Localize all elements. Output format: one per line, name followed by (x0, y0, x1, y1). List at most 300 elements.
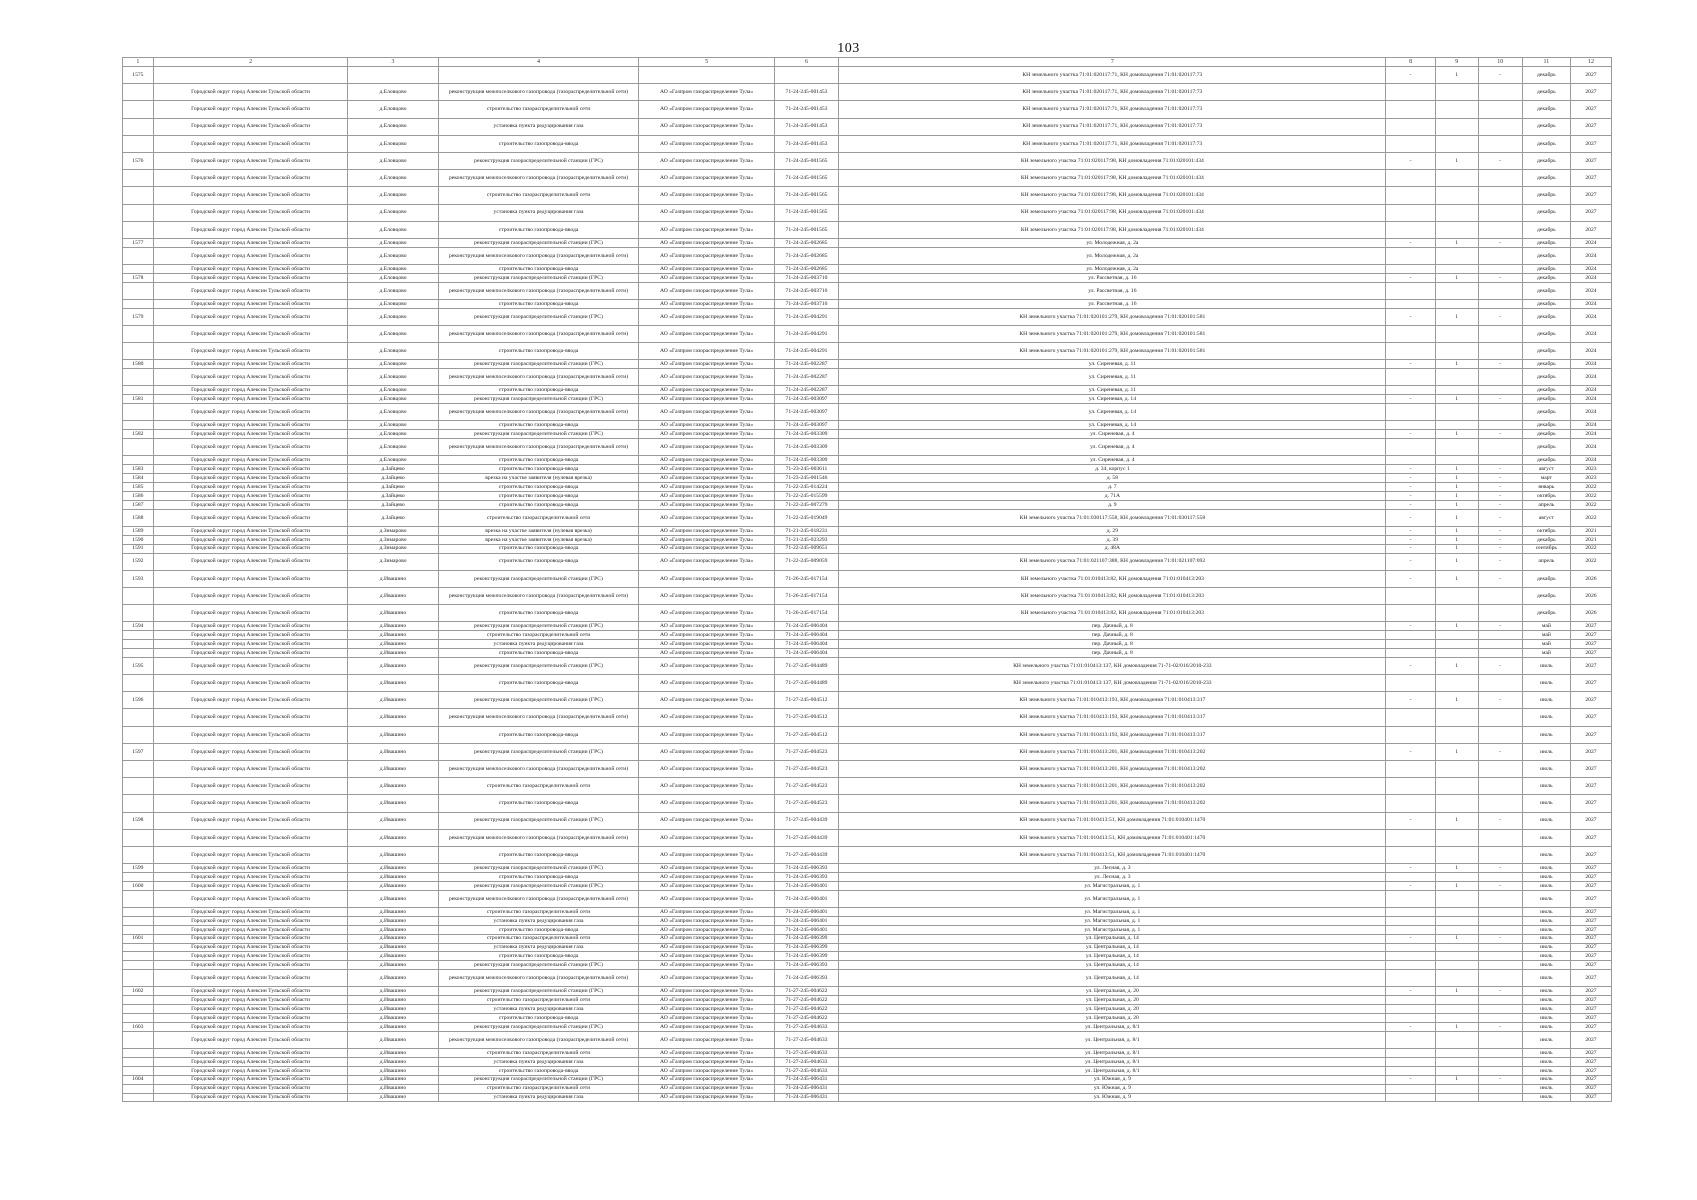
municipality-cell: Городской округ город Алексин Тульской области (153, 952, 348, 961)
count-col10-cell (1478, 221, 1522, 238)
municipality-cell: Городской округ город Алексин Тульской области (153, 649, 348, 658)
year-cell: 2027 (1570, 1057, 1611, 1066)
settlement-cell: д.Ивашино (348, 622, 438, 631)
application-id-cell: 71-24-245-004291 (774, 343, 839, 360)
count-col10-cell (1478, 761, 1522, 778)
work-type-cell: строительство газораспределительной сети (438, 778, 639, 795)
settlement-cell: д.Ивашино (348, 881, 438, 890)
count-col9-cell: 1 (1435, 526, 1478, 535)
count-col8-cell: - (1386, 692, 1435, 709)
month-cell: июль (1522, 943, 1570, 952)
table-row (123, 812, 1612, 829)
year-cell: 2027 (1570, 761, 1611, 778)
count-col8-cell (1386, 873, 1435, 882)
count-col9-cell: 1 (1435, 474, 1478, 483)
year-cell: 2027 (1570, 829, 1611, 846)
count-col8-cell (1386, 404, 1435, 421)
count-col10-cell: - (1478, 483, 1522, 492)
operator-cell: АО «Газпром газораспределение Тула» (639, 439, 774, 456)
application-id-cell: 71-24-245-003710 (774, 282, 839, 299)
table-row (123, 67, 1612, 84)
application-id-cell: 71-24-245-006401 (774, 890, 839, 907)
object-address-cell: КН земельного участка 71:01:010413:51, КН домовладения 71:01:010401:1470 (839, 829, 1386, 846)
table-row (123, 916, 1612, 925)
row-number-cell: 1598 (123, 812, 154, 829)
count-col10-cell: - (1478, 622, 1522, 631)
count-col10-cell: - (1478, 152, 1522, 169)
year-cell: 2027 (1570, 649, 1611, 658)
work-type-cell: реконструкция газораспределительной станции (ГРС) (438, 570, 639, 587)
count-col9-cell (1435, 649, 1478, 658)
year-cell: 2022 (1570, 544, 1611, 553)
table-row (123, 864, 1612, 873)
count-col10-cell: - (1478, 1075, 1522, 1084)
count-col8-cell (1386, 649, 1435, 658)
count-col8-cell (1386, 1066, 1435, 1075)
object-address-cell: ул. Рассветная, д. 16 (839, 282, 1386, 299)
settlement-cell: д.Ивашино (348, 864, 438, 873)
year-cell: 2024 (1570, 404, 1611, 421)
operator-cell: АО «Газпром газораспределение Тула» (639, 1066, 774, 1075)
month-cell: декабрь (1522, 118, 1570, 135)
object-address-cell: КН земельного участка 71:01:020117:71, КН домовладения 71:01:020117:73 (839, 135, 1386, 152)
municipality-cell: Городской округ город Алексин Тульской области (153, 483, 348, 492)
table-row (123, 761, 1612, 778)
month-cell: декабрь (1522, 282, 1570, 299)
row-number-cell (123, 1014, 154, 1023)
municipality-cell: Городской округ город Алексин Тульской области (153, 1057, 348, 1066)
year-cell: 2024 (1570, 273, 1611, 282)
row-number-cell (123, 778, 154, 795)
table-row (123, 692, 1612, 709)
month-cell: июль (1522, 1066, 1570, 1075)
count-col10-cell: - (1478, 509, 1522, 526)
operator-cell: АО «Газпром газораспределение Тула» (639, 395, 774, 404)
table-row (123, 343, 1612, 360)
municipality-cell: Городской округ город Алексин Тульской области (153, 474, 348, 483)
count-col10-cell (1478, 675, 1522, 692)
count-col10-cell (1478, 846, 1522, 863)
column-header: 6 (774, 58, 839, 67)
count-col10-cell: - (1478, 308, 1522, 325)
count-col8-cell (1386, 84, 1435, 101)
application-id-cell: 71-24-245-006393 (774, 961, 839, 970)
object-address-cell: ул. Сиреневая, д. 11 (839, 360, 1386, 369)
count-col8-cell (1386, 943, 1435, 952)
table-row (123, 890, 1612, 907)
settlement-cell: д.Еловцово (348, 204, 438, 221)
year-cell: 2024 (1570, 386, 1611, 395)
count-col9-cell: 1 (1435, 1023, 1478, 1032)
count-col9-cell: 1 (1435, 692, 1478, 709)
work-type-cell: установка пункта редуцирования газа (438, 943, 639, 952)
settlement-cell: д.Ивашино (348, 631, 438, 640)
month-cell: декабрь (1522, 439, 1570, 456)
table-row (123, 952, 1612, 961)
count-col8-cell (1386, 299, 1435, 308)
count-col10-cell: - (1478, 430, 1522, 439)
work-type-cell: строительство газораспределительной сети (438, 1049, 639, 1058)
year-cell: 2022 (1570, 491, 1611, 500)
month-cell: декабрь (1522, 535, 1570, 544)
year-cell: 2027 (1570, 996, 1611, 1005)
count-col9-cell (1435, 795, 1478, 812)
count-col8-cell: - (1386, 1075, 1435, 1084)
application-id-cell: 71-22-245-009651 (774, 544, 839, 553)
count-col10-cell (1478, 795, 1522, 812)
row-number-cell (123, 369, 154, 386)
operator-cell: АО «Газпром газораспределение Тула» (639, 631, 774, 640)
operator-cell: АО «Газпром газораспределение Тула» (639, 421, 774, 430)
year-cell: 2021 (1570, 526, 1611, 535)
table-row (123, 649, 1612, 658)
municipality-cell: Городской округ город Алексин Тульской области (153, 553, 348, 570)
count-col8-cell: - (1386, 864, 1435, 873)
application-id-cell: 71-24-245-001453 (774, 135, 839, 152)
settlement-cell: д.Еловцово (348, 135, 438, 152)
settlement-cell: д.Еловцово (348, 170, 438, 187)
count-col10-cell: - (1478, 544, 1522, 553)
row-number-cell (123, 1031, 154, 1048)
settlement-cell: д.Еловцово (348, 369, 438, 386)
count-col10-cell (1478, 916, 1522, 925)
count-col10-cell (1478, 829, 1522, 846)
object-address-cell: КН земельного участка 71:01:020101:279, КН домовладения 71:01:020101:581 (839, 308, 1386, 325)
row-number-cell (123, 101, 154, 118)
settlement-cell: д.Еловцово (348, 84, 438, 101)
municipality-cell: Городской округ город Алексин Тульской области (153, 343, 348, 360)
row-number-cell (123, 187, 154, 204)
application-id-cell: 71-24-245-006399 (774, 952, 839, 961)
application-id-cell: 71-24-245-006393 (774, 970, 839, 987)
municipality-cell: Городской округ город Алексин Тульской области (153, 890, 348, 907)
application-id-cell (774, 67, 839, 84)
count-col8-cell (1386, 846, 1435, 863)
settlement-cell: д.Еловцово (348, 238, 438, 247)
work-type-cell: строительство газопровода-ввода (438, 386, 639, 395)
work-type-cell: установка пункта редуцирования газа (438, 640, 639, 649)
work-type-cell: строительство газопровода-ввода (438, 465, 639, 474)
object-address-cell: КН земельного участка 71:01:020101:279, КН домовладения 71:01:020101:581 (839, 326, 1386, 343)
row-number-cell (123, 282, 154, 299)
work-type-cell: реконструкция межпоселкового газопровода (газораспределительной сети) (438, 369, 639, 386)
operator-cell: АО «Газпром газораспределение Тула» (639, 204, 774, 221)
count-col9-cell: 1 (1435, 500, 1478, 509)
settlement-cell: д.Еловцово (348, 308, 438, 325)
count-col9-cell (1435, 1093, 1478, 1102)
count-col9-cell (1435, 326, 1478, 343)
work-type-cell: строительство газораспределительной сети (438, 101, 639, 118)
month-cell: июль (1522, 970, 1570, 987)
operator-cell: АО «Газпром газораспределение Тула» (639, 846, 774, 863)
month-cell: июль (1522, 890, 1570, 907)
count-col10-cell (1478, 631, 1522, 640)
table-row (123, 1075, 1612, 1084)
count-col9-cell: 1 (1435, 238, 1478, 247)
year-cell: 2022 (1570, 500, 1611, 509)
operator-cell: АО «Газпром газораспределение Тула» (639, 474, 774, 483)
object-address-cell: КН земельного участка 71:01:020117:98, КН домовладения 71:01:020101:434 (839, 204, 1386, 221)
settlement-cell: д.Еловцово (348, 282, 438, 299)
object-address-cell: КН земельного участка 71:01:010413:51, КН домовладения 71:01:010401:1470 (839, 846, 1386, 863)
municipality-cell: Городской округ город Алексин Тульской области (153, 812, 348, 829)
month-cell: июль (1522, 675, 1570, 692)
settlement-cell: д.Еловцово (348, 456, 438, 465)
work-type-cell: строительство газопровода-ввода (438, 135, 639, 152)
operator-cell: АО «Газпром газораспределение Тула» (639, 961, 774, 970)
count-col10-cell: - (1478, 273, 1522, 282)
year-cell: 2022 (1570, 509, 1611, 526)
count-col9-cell (1435, 587, 1478, 604)
count-col9-cell (1435, 299, 1478, 308)
object-address-cell: КН земельного участка 71:01:030117:558, КН домовладения 71:01:030117:558 (839, 509, 1386, 526)
work-type-cell: строительство газораспределительной сети (438, 631, 639, 640)
month-cell: июль (1522, 934, 1570, 943)
application-id-cell: 71-24-245-002685 (774, 247, 839, 264)
month-cell: октябрь (1522, 526, 1570, 535)
count-col10-cell (1478, 84, 1522, 101)
municipality-cell: Городской округ город Алексин Тульской области (153, 273, 348, 282)
count-col8-cell (1386, 970, 1435, 987)
count-col10-cell (1478, 1057, 1522, 1066)
count-col8-cell (1386, 264, 1435, 273)
settlement-cell: д.Ивашино (348, 692, 438, 709)
object-address-cell: ул. Сиреневая, д. 14 (839, 404, 1386, 421)
application-id-cell: 71-24-245-001565 (774, 204, 839, 221)
table-row (123, 221, 1612, 238)
count-col8-cell: - (1386, 553, 1435, 570)
application-id-cell: 71-27-245-004622 (774, 1014, 839, 1023)
month-cell: июль (1522, 961, 1570, 970)
municipality-cell: Городской округ город Алексин Тульской области (153, 439, 348, 456)
object-address-cell: ул. Магистральная, д. 1 (839, 916, 1386, 925)
application-id-cell: 71-21-245-023293 (774, 535, 839, 544)
settlement-cell: д.Еловцово (348, 101, 438, 118)
municipality-cell: Городской округ город Алексин Тульской области (153, 1031, 348, 1048)
operator-cell: АО «Газпром газораспределение Тула» (639, 238, 774, 247)
month-cell: август (1522, 465, 1570, 474)
object-address-cell: ул. Лесная, д. 3 (839, 864, 1386, 873)
operator-cell: АО «Газпром газораспределение Тула» (639, 1049, 774, 1058)
municipality-cell: Городской округ город Алексин Тульской области (153, 509, 348, 526)
application-id-cell: 71-27-245-004633 (774, 1066, 839, 1075)
operator-cell: АО «Газпром газораспределение Тула» (639, 264, 774, 273)
object-address-cell: ул. Центральная, д. 14 (839, 952, 1386, 961)
object-address-cell: КН земельного участка 71:01:020117:98, КН домовладения 71:01:020101:434 (839, 221, 1386, 238)
count-col9-cell: 1 (1435, 544, 1478, 553)
settlement-cell: д.Зайцево (348, 465, 438, 474)
year-cell: 2027 (1570, 675, 1611, 692)
table-row (123, 430, 1612, 439)
count-col8-cell (1386, 282, 1435, 299)
row-number-cell: 1590 (123, 535, 154, 544)
settlement-cell: д.Ивашино (348, 1014, 438, 1023)
count-col9-cell: 1 (1435, 987, 1478, 996)
operator-cell: АО «Газпром газораспределение Тула» (639, 640, 774, 649)
month-cell: август (1522, 509, 1570, 526)
year-cell: 2027 (1570, 925, 1611, 934)
table-row (123, 996, 1612, 1005)
table-row (123, 970, 1612, 987)
year-cell: 2024 (1570, 421, 1611, 430)
work-type-cell: реконструкция газораспределительной станции (ГРС) (438, 430, 639, 439)
table-row (123, 1049, 1612, 1058)
count-col10-cell (1478, 299, 1522, 308)
row-number-cell (123, 846, 154, 863)
settlement-cell: д.Зайцево (348, 483, 438, 492)
table-row (123, 170, 1612, 187)
table-row (123, 846, 1612, 863)
table-row (123, 631, 1612, 640)
count-col9-cell (1435, 1049, 1478, 1058)
settlement-cell: д.Зайцево (348, 509, 438, 526)
object-address-cell: ул. Магистральная, д. 1 (839, 908, 1386, 917)
column-header: 9 (1435, 58, 1478, 67)
settlement-cell: д.Зимарово (348, 544, 438, 553)
object-address-cell: ул. Центральная, д. 8/1 (839, 1066, 1386, 1075)
work-type-cell: реконструкция межпоселкового газопровода (газораспределительной сети) (438, 439, 639, 456)
table-row (123, 1057, 1612, 1066)
count-col8-cell (1386, 761, 1435, 778)
operator-cell: АО «Газпром газораспределение Тула» (639, 1023, 774, 1032)
settlement-cell: д.Ивашино (348, 952, 438, 961)
application-id-cell: 71-22-245-019049 (774, 509, 839, 526)
application-id-cell: 71-26-245-017154 (774, 605, 839, 622)
settlement-cell: д.Ивашино (348, 916, 438, 925)
work-type-cell: строительство газопровода-ввода (438, 846, 639, 863)
object-address-cell: КН земельного участка 71:01:021107:388, КН домовладения 71:01:021107:692 (839, 553, 1386, 570)
row-number-cell: 1585 (123, 483, 154, 492)
settlement-cell: д.Ивашино (348, 657, 438, 674)
work-type-cell: реконструкция газораспределительной станции (ГРС) (438, 864, 639, 873)
application-id-cell: 71-24-245-001453 (774, 84, 839, 101)
row-number-cell (123, 84, 154, 101)
count-col8-cell: - (1386, 544, 1435, 553)
object-address-cell: д. 29 (839, 526, 1386, 535)
table-row (123, 873, 1612, 882)
count-col9-cell: 1 (1435, 465, 1478, 474)
count-col8-cell (1386, 925, 1435, 934)
object-address-cell: ул. Центральная, д. 8/1 (839, 1049, 1386, 1058)
object-address-cell: ул. Центральная, д. 8/1 (839, 1023, 1386, 1032)
count-col8-cell (1386, 118, 1435, 135)
year-cell: 2027 (1570, 864, 1611, 873)
object-address-cell: ул. Лесная, д. 3 (839, 873, 1386, 882)
municipality-cell: Городской округ город Алексин Тульской области (153, 970, 348, 987)
object-address-cell: д. 9 (839, 500, 1386, 509)
operator-cell: АО «Газпром газораспределение Тула» (639, 343, 774, 360)
work-type-cell: реконструкция межпоселкового газопровода (газораспределительной сети) (438, 829, 639, 846)
count-col9-cell (1435, 456, 1478, 465)
count-col8-cell: - (1386, 535, 1435, 544)
count-col10-cell: - (1478, 553, 1522, 570)
count-col10-cell: - (1478, 67, 1522, 84)
table-row (123, 135, 1612, 152)
row-number-cell (123, 221, 154, 238)
settlement-cell: д.Еловцово (348, 404, 438, 421)
municipality-cell: Городской округ город Алексин Тульской области (153, 743, 348, 760)
municipality-cell: Городской округ город Алексин Тульской области (153, 692, 348, 709)
municipality-cell: Городской округ город Алексин Тульской области (153, 1093, 348, 1102)
count-col9-cell: 1 (1435, 934, 1478, 943)
municipality-cell: Городской округ город Алексин Тульской области (153, 526, 348, 535)
work-type-cell (438, 67, 639, 84)
work-type-cell: строительство газопровода-ввода (438, 952, 639, 961)
month-cell: декабрь (1522, 187, 1570, 204)
table-row (123, 726, 1612, 743)
count-col10-cell (1478, 369, 1522, 386)
row-number-cell (123, 943, 154, 952)
year-cell: 2027 (1570, 709, 1611, 726)
object-address-cell: пер. Дачный, д. 8 (839, 622, 1386, 631)
work-type-cell: реконструкция межпоселкового газопровода (газораспределительной сети) (438, 404, 639, 421)
municipality-cell: Городской округ город Алексин Тульской области (153, 84, 348, 101)
work-type-cell: установка пункта редуцирования газа (438, 118, 639, 135)
column-number-row (123, 58, 1612, 67)
gasification-registry-table (122, 57, 1612, 1102)
municipality-cell: Городской округ город Алексин Тульской области (153, 544, 348, 553)
row-number-cell (123, 640, 154, 649)
work-type-cell: строительство газопровода-ввода (438, 795, 639, 812)
year-cell: 2027 (1570, 101, 1611, 118)
application-id-cell: 71-24-245-006401 (774, 916, 839, 925)
application-id-cell: 71-23-245-001546 (774, 474, 839, 483)
work-type-cell: реконструкция межпоселкового газопровода (газораспределительной сети) (438, 84, 639, 101)
count-col9-cell (1435, 404, 1478, 421)
count-col9-cell: 1 (1435, 152, 1478, 169)
month-cell: декабрь (1522, 221, 1570, 238)
application-id-cell: 71-24-245-006401 (774, 908, 839, 917)
object-address-cell: ул. Центральная, д. 14 (839, 934, 1386, 943)
month-cell: июль (1522, 1084, 1570, 1093)
object-address-cell: ул. Центральная, д. 14 (839, 943, 1386, 952)
settlement-cell: д.Ивашино (348, 795, 438, 812)
count-col10-cell: - (1478, 526, 1522, 535)
count-col9-cell (1435, 925, 1478, 934)
month-cell: апрель (1522, 553, 1570, 570)
settlement-cell: д.Ивашино (348, 761, 438, 778)
municipality-cell: Городской округ город Алексин Тульской области (153, 709, 348, 726)
application-id-cell: 71-24-245-006431 (774, 1093, 839, 1102)
municipality-cell: Городской округ город Алексин Тульской области (153, 221, 348, 238)
month-cell: июль (1522, 726, 1570, 743)
settlement-cell: д.Ивашино (348, 829, 438, 846)
row-number-cell (123, 996, 154, 1005)
municipality-cell: Городской округ город Алексин Тульской области (153, 778, 348, 795)
object-address-cell: ул. Южная, д. 9 (839, 1093, 1386, 1102)
operator-cell: АО «Газпром газораспределение Тула» (639, 1005, 774, 1014)
settlement-cell: д.Еловцово (348, 343, 438, 360)
application-id-cell: 71-24-245-002287 (774, 369, 839, 386)
row-number-cell (123, 204, 154, 221)
table-row (123, 101, 1612, 118)
row-number-cell (123, 1084, 154, 1093)
work-type-cell: строительство газораспределительной сети (438, 934, 639, 943)
application-id-cell: 71-24-245-006393 (774, 864, 839, 873)
table-row (123, 709, 1612, 726)
year-cell: 2023 (1570, 465, 1611, 474)
settlement-cell: д.Ивашино (348, 890, 438, 907)
settlement-cell: д.Еловцово (348, 247, 438, 264)
municipality-cell: Городской округ город Алексин Тульской области (153, 846, 348, 863)
object-address-cell: ул. Сиреневая, д. 4 (839, 439, 1386, 456)
application-id-cell: 71-24-245-001453 (774, 101, 839, 118)
object-address-cell: ул. Центральная, д. 8/1 (839, 1031, 1386, 1048)
application-id-cell: 71-24-245-003097 (774, 421, 839, 430)
operator-cell: АО «Газпром газораспределение Тула» (639, 890, 774, 907)
settlement-cell: д.Зайцево (348, 491, 438, 500)
application-id-cell: 71-24-245-003710 (774, 299, 839, 308)
